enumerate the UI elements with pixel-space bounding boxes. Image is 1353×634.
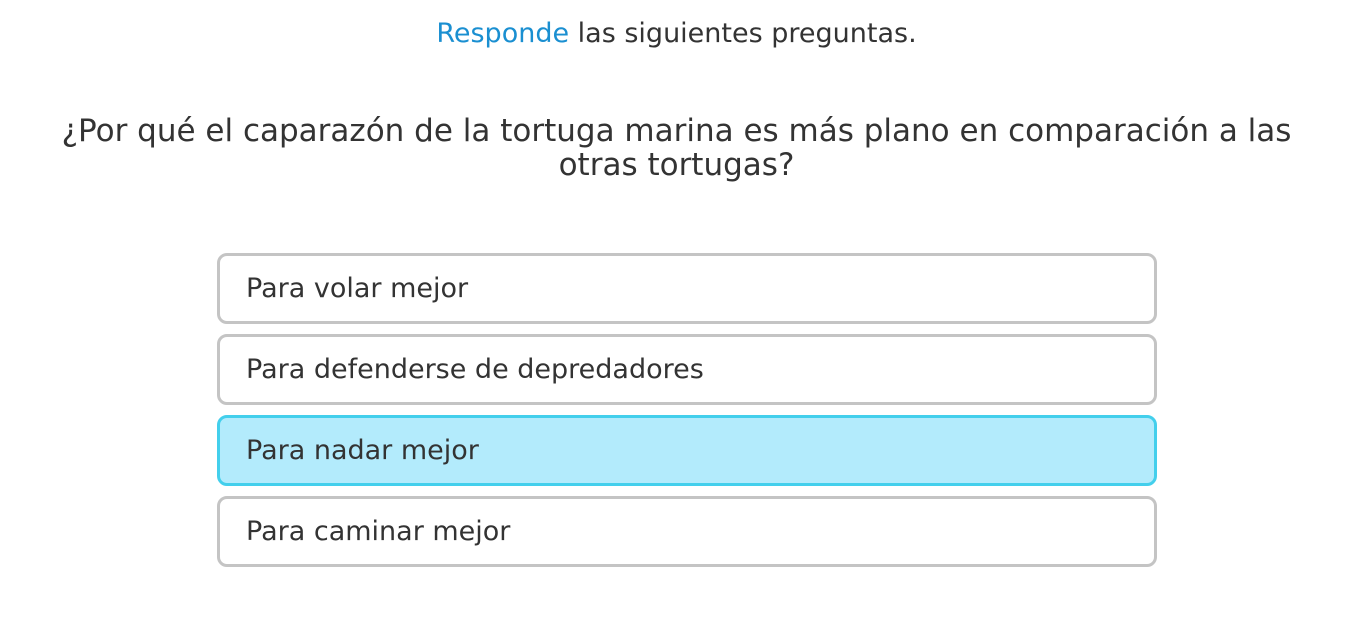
question-text: ¿Por qué el caparazón de la tortuga marina es más plano en comparación a las otras tortugas? (61, 113, 1292, 183)
option-label: Para nadar mejor (246, 435, 479, 466)
answer-options (217, 253, 1157, 577)
option-caminar[interactable] (217, 496, 1157, 567)
option-nadar[interactable] (217, 415, 1157, 486)
instruction-text (0, 16, 1353, 52)
instruction-rest: las siguientes preguntas. (569, 18, 917, 49)
option-defenderse[interactable] (217, 334, 1157, 405)
option-label: Para volar mejor (246, 273, 469, 304)
option-volar[interactable] (217, 253, 1157, 324)
option-label: Para defenderse de depredadores (246, 354, 704, 385)
instruction-accent-word: Responde (436, 18, 570, 49)
option-label: Para caminar mejor (246, 516, 511, 547)
